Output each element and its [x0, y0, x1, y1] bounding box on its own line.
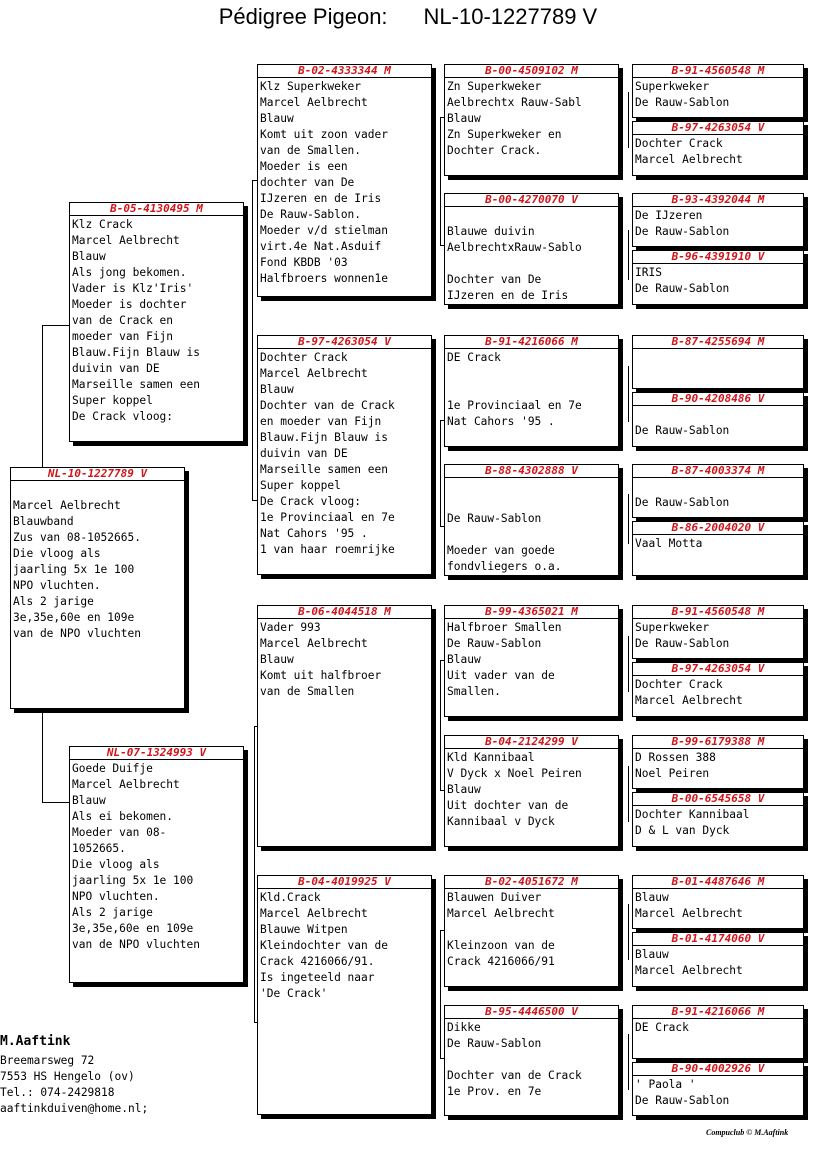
ring-number: B-02-4333344 M	[258, 65, 431, 78]
ring-number: B-91-4216066 M	[633, 1006, 803, 1019]
pigeon-card-gen4	[632, 662, 804, 717]
ring-number: B-91-4560548 M	[633, 606, 803, 619]
pigeon-details: Dochter Crack Marcel Aelbrecht	[635, 137, 743, 166]
pigeon-details: Halfbroer Smallen De Rauw-Sablon Blauw Uit vader van de Smallen.	[447, 621, 562, 698]
ring-number: B-05-4130495 M	[70, 203, 243, 216]
ring-number: B-06-4044518 M	[258, 606, 431, 619]
pigeon-card-gen4	[632, 464, 804, 518]
credit-text: Compuclub © M.Aaftink	[706, 1128, 789, 1137]
connector-line	[42, 802, 70, 803]
owner-email: aaftinkduiven@home.nl;	[0, 1102, 149, 1115]
pigeon-card-gen3	[444, 1005, 619, 1116]
ring-number: NL-10-1227789 V	[11, 468, 184, 481]
ring-number: B-95-4446500 V	[445, 1006, 618, 1019]
pigeon-details: Marcel Aelbrecht Blauwband Zus van 08-1052665. Die vloog als jaarling 5x 1e 100 NPO vluchten. Als 2 jarige 3e,35e,60e en 109e van de NPO vluchten	[13, 499, 141, 640]
pigeon-details: Superkweker De Rauw-Sablon	[635, 80, 730, 109]
title-ring-number: NL-10-1227789 V	[423, 4, 598, 29]
pigeon-card-gen3	[444, 335, 619, 447]
pigeon-card-gen3	[444, 193, 619, 305]
connector-line	[440, 117, 441, 245]
pigeon-card-gen4	[632, 875, 804, 929]
pigeon-card-gen4	[632, 392, 804, 447]
ring-number: B-04-2124299 V	[445, 736, 618, 749]
owner-phone: Tel.: 074-2429818	[0, 1086, 115, 1099]
pigeon-details: Superkweker De Rauw-Sablon	[635, 621, 730, 650]
ring-number: B-96-4391910 V	[633, 251, 803, 264]
page-title	[0, 4, 816, 30]
ring-number: B-91-4216066 M	[445, 336, 618, 349]
connector-line	[628, 230, 629, 280]
ring-number: B-87-4003374 M	[633, 465, 803, 478]
connector-line	[628, 92, 629, 148]
pigeon-details: Kld Kannibaal V Dyck x Noel Peiren Blauw Uit dochter van de Kannibaal v Dyck	[447, 751, 582, 828]
ring-number: B-87-4255694 M	[633, 336, 803, 349]
ring-number: B-90-4208486 V	[633, 393, 803, 406]
ring-number: B-91-4560548 M	[633, 65, 803, 78]
pigeon-details: Goede Duifje Marcel Aelbrecht Blauw Als ei bekomen. Moeder van 08- 1052665. Die vloog als jaarling 5x 1e 100 NPO vluchten. Als 2 jarige 3e,35e,60e en 109e van de NPO vluchten	[72, 762, 200, 951]
pigeon-details: Dochter Crack Marcel Aelbrecht Blauw Dochter van de Crack en moeder van Fijn Blauw.Fijn Blauw is duivin van DE Marseille samen een Super koppel De Crack vloog: 1e Provinciaal en 7e Nat Cahors '95 . 1 van haar roemrijke	[260, 351, 395, 556]
ring-number: B-90-4002926 V	[633, 1063, 803, 1076]
pigeon-details: DE Crack	[635, 1021, 689, 1034]
connector-line	[628, 366, 629, 422]
pigeon-card-gen4	[632, 605, 804, 659]
owner-city: 7553 HS Hengelo (ov)	[0, 1070, 135, 1083]
pigeon-details: De IJzeren De Rauw-Sablon	[635, 209, 730, 238]
pigeon-details: ' Paola ' De Rauw-Sablon	[635, 1078, 730, 1107]
ring-number: B-99-6179388 M	[633, 736, 803, 749]
pigeon-details	[635, 350, 801, 366]
ring-number: B-93-4392044 M	[633, 194, 803, 207]
pigeon-card-gen3	[444, 64, 619, 176]
ring-number: B-86-2004020 V	[633, 522, 803, 535]
pigeon-details: Klz Crack Marcel Aelbrecht Blauw Als jong bekomen. Vader is Klz'Iris' Moeder is dochter van de Crack en moeder van Fijn Blauw.Fijn Blauw is duivin van DE Marseille samen een Super koppel De Crack vloog:	[72, 218, 200, 423]
pigeon-card-gen4	[632, 521, 804, 576]
ring-number: B-97-4263054 V	[633, 663, 803, 676]
title-label: Pédigree Pigeon:	[218, 4, 388, 29]
pigeon-card-subject	[10, 467, 185, 709]
ring-number: B-01-4174060 V	[633, 933, 803, 946]
pigeon-details: IRIS De Rauw-Sablon	[635, 266, 730, 295]
pigeon-card-gen4	[632, 932, 804, 987]
pigeon-details: Vaal Motta	[635, 537, 703, 550]
owner-block	[0, 1034, 148, 1117]
pigeon-card-gen3	[444, 875, 619, 987]
ring-number: B-97-4263054 V	[258, 336, 431, 349]
pigeon-card-sire	[69, 202, 244, 442]
pigeon-details: Dochter Crack Marcel Aelbrecht	[635, 678, 743, 707]
connector-line	[440, 660, 441, 790]
owner-name: M.Aaftink	[0, 1034, 71, 1049]
pigeon-card-dam-sire	[257, 605, 432, 847]
pigeon-card-gen4	[632, 1005, 804, 1059]
pigeon-card-sire-sire	[257, 64, 432, 297]
pigeon-card-gen4	[632, 121, 804, 176]
connector-line	[440, 420, 441, 526]
pigeon-details: De Rauw-Sablon	[635, 496, 730, 509]
ring-number: B-00-4509102 M	[445, 65, 618, 78]
ring-number: B-97-4263054 V	[633, 122, 803, 135]
pigeon-details: De Rauw-Sablon	[635, 424, 730, 437]
pigeon-card-gen4	[632, 250, 804, 305]
pigeon-details: Vader 993 Marcel Aelbrecht Blauw Komt uit halfbroer van de Smallen	[260, 621, 382, 698]
pigeon-card-sire-dam	[257, 335, 432, 575]
pigeon-details: Zn Superkweker Aelbrechtx Rauw-Sabl Blauw Zn Superkweker en Dochter Crack.	[447, 80, 582, 157]
pigeon-details: De Rauw-Sablon Moeder van goede fondvliegers o.a.	[447, 512, 562, 573]
ring-number: B-04-4019925 V	[258, 876, 431, 889]
ring-number: B-00-4270070 V	[445, 194, 618, 207]
pigeon-card-dam-dam	[257, 875, 432, 1115]
ring-number: B-99-4365021 M	[445, 606, 618, 619]
connector-line	[628, 766, 629, 822]
pigeon-card-gen4	[632, 64, 804, 118]
ring-number: NL-07-1324993 V	[70, 747, 243, 760]
connector-line	[628, 904, 629, 960]
pigeon-details: Dikke De Rauw-Sablon Dochter van de Crack 1e Prov. en 7e	[447, 1021, 582, 1098]
connector-line	[254, 726, 255, 1022]
ring-number: B-02-4051672 M	[445, 876, 618, 889]
pigeon-card-dam	[69, 746, 244, 983]
connector-line	[252, 180, 253, 500]
owner-address: Breemarsweg 72	[0, 1054, 95, 1067]
ring-number: B-88-4302888 V	[445, 465, 618, 478]
pigeon-details: Blauwe duivin AelbrechtxRauw-Sablo Dochter van De IJzeren en de Iris	[447, 225, 582, 302]
pigeon-details: Blauwen Duiver Marcel Aelbrecht Kleinzoon van de Crack 4216066/91	[447, 891, 555, 968]
pigeon-details: Blauw Marcel Aelbrecht	[635, 891, 743, 920]
pigeon-card-gen3	[444, 605, 619, 717]
connector-line	[42, 325, 43, 468]
pigeon-details: D Rossen 388 Noel Peiren	[635, 751, 716, 780]
pigeon-details: DE Crack 1e Provinciaal en 7e Nat Cahors '95 .	[447, 351, 582, 428]
pigeon-card-gen4	[632, 335, 804, 389]
pigeon-card-gen3	[444, 735, 619, 847]
connector-line	[628, 1034, 629, 1090]
pigeon-card-gen4	[632, 792, 804, 847]
pigeon-details: Dochter Kannibaal D & L van Dyck	[635, 808, 750, 837]
pigeon-details: Blauw Marcel Aelbrecht	[635, 948, 743, 977]
pigeon-card-gen3	[444, 464, 619, 576]
pigeon-card-gen4	[632, 1062, 804, 1116]
connector-line	[42, 710, 43, 802]
pigeon-details: Klz Superkweker Marcel Aelbrecht Blauw Komt uit zoon vader van de Smallen. Moeder is een dochter van De IJzeren en de Iris De Rauw-Sablon. Moeder v/d stielman virt.4e Nat.Asduif Fond KBDB '03 Halfbroers wonnen1e	[260, 80, 388, 285]
connector-line	[42, 325, 70, 326]
ring-number: B-01-4487646 M	[633, 876, 803, 889]
ring-number: B-00-6545658 V	[633, 793, 803, 806]
pigeon-details: Kld.Crack Marcel Aelbrecht Blauwe Witpen Kleindochter van de Crack 4216066/91. Is ingeteeld naar 'De Crack'	[260, 891, 388, 1000]
connector-line	[440, 930, 441, 1058]
pigeon-card-gen4	[632, 735, 804, 789]
pigeon-card-gen4	[632, 193, 804, 247]
connector-line	[628, 494, 629, 544]
connector-line	[628, 636, 629, 692]
